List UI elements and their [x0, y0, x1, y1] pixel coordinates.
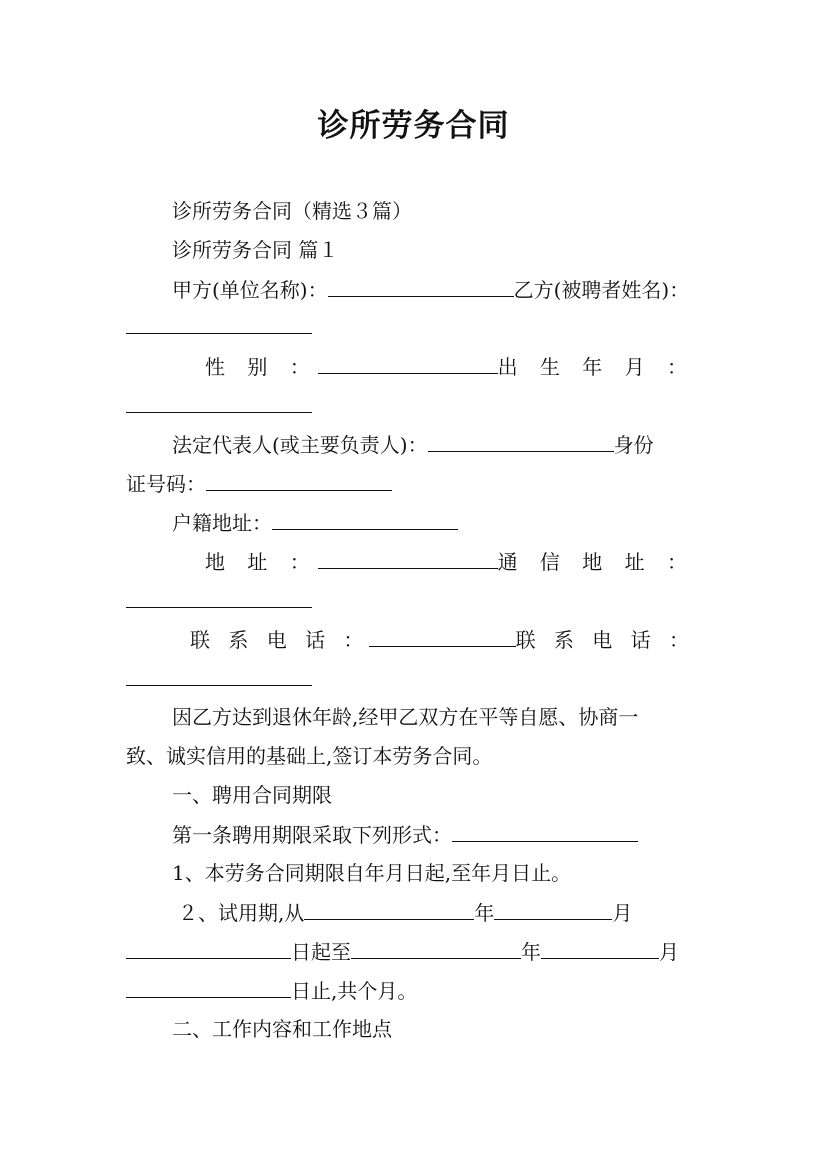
term-2-month-2: 月 — [659, 940, 679, 964]
party-b-blank — [126, 313, 312, 334]
heading-1: 一、聘用合同期限 — [172, 783, 332, 807]
id-label-part2: 证号码： — [126, 472, 206, 496]
term-2-blank-1 — [304, 899, 474, 920]
mail-address-blank-line — [126, 587, 701, 614]
address-label: 地 址 ： — [205, 550, 318, 574]
term-2-line — [178, 899, 753, 926]
phone-label-2: 联 系 电 话 ： — [515, 628, 695, 652]
article-1-blank — [452, 821, 638, 842]
birth-label: 出 生 年 月 ： — [497, 355, 695, 379]
party-a-label: 甲方(单位名称)： — [172, 278, 328, 302]
term-1: 1、本劳务合同期限自年月日起,至年月日止。 — [172, 861, 572, 885]
party-b-label: 乙方(被聘者姓名)： — [513, 278, 690, 302]
id-label-part1: 身份 — [613, 433, 654, 457]
term-2-year: 年 — [474, 901, 495, 925]
phone-label-1: 联 系 电 话 ： — [190, 628, 370, 652]
legal-rep-blank — [428, 431, 614, 452]
gender-birth-line — [205, 353, 695, 380]
birth-blank-line — [126, 392, 701, 419]
birth-blank — [126, 392, 312, 413]
gender-blank — [318, 353, 498, 374]
term-2-blank-5 — [541, 938, 659, 959]
phone-blank-1 — [369, 626, 515, 647]
term-2-line-3 — [126, 977, 701, 1004]
party-a-blank — [328, 276, 514, 297]
mail-address-blank — [126, 587, 312, 608]
gender-label: 性 别 ： — [205, 355, 318, 379]
article-1: 第一条聘用期限采取下列形式： — [172, 823, 452, 847]
document-title: 诊所劳务合同 — [317, 108, 510, 144]
term-2-line-2 — [126, 938, 701, 965]
term-2-prefix: ２、试用期,从 — [178, 901, 305, 925]
intro-line-1: 因乙方达到退休年龄,经甲乙双方在平等自愿、协商一 — [172, 705, 639, 729]
address-line — [205, 548, 695, 575]
legal-rep-label: 法定代表人(或主要负责人)： — [172, 433, 428, 457]
term-2-blank-3 — [126, 938, 291, 959]
phone-blank-2 — [126, 665, 312, 686]
id-line — [126, 470, 701, 497]
phone-line — [190, 626, 695, 653]
section-title: 诊所劳务合同 篇１ — [172, 238, 339, 262]
address-blank — [318, 548, 498, 569]
phone-blank-line — [126, 665, 701, 692]
intro-line-2: 致、诚实信用的基础上,签订本劳务合同。 — [126, 744, 493, 768]
heading-2: 二、工作内容和工作地点 — [172, 1017, 392, 1041]
legal-rep-line — [172, 431, 747, 458]
party-b-line — [126, 313, 701, 340]
hukou-line — [172, 509, 747, 536]
term-2-month: 月 — [612, 901, 633, 925]
party-line — [172, 276, 747, 303]
mail-address-label: 通 信 地 址 ： — [497, 550, 695, 574]
term-2-day-end: 日止,共个月。 — [291, 979, 418, 1003]
term-2-blank-4 — [351, 938, 521, 959]
term-2-year-2: 年 — [521, 940, 541, 964]
term-2-day-from: 日起至 — [291, 940, 351, 964]
term-2-blank-6 — [126, 977, 291, 998]
document-subtitle: 诊所劳务合同（精选３篇） — [172, 199, 412, 223]
hukou-blank — [272, 509, 458, 530]
article-1-line — [172, 821, 747, 848]
hukou-label: 户籍地址： — [172, 511, 272, 535]
term-2-blank-2 — [494, 899, 612, 920]
id-blank — [206, 470, 392, 491]
